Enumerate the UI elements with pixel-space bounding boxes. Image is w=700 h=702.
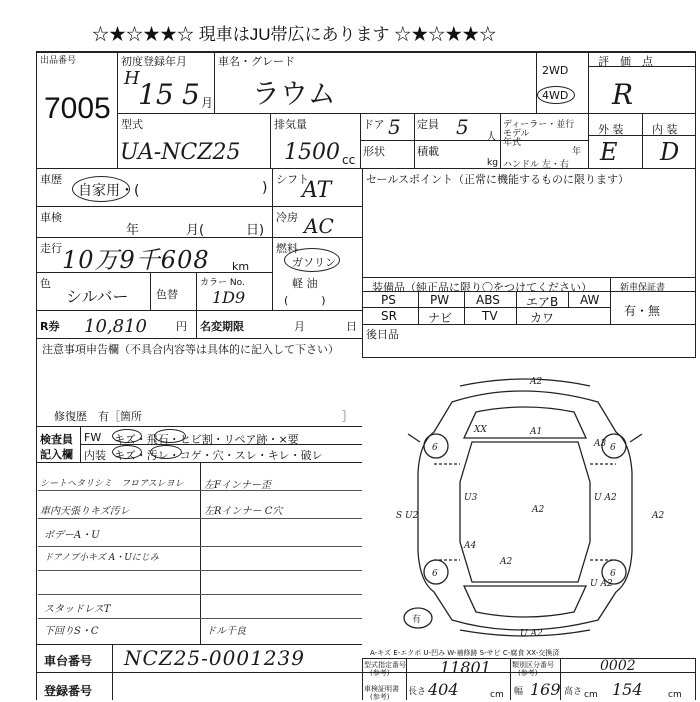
fw-circle-1 <box>112 429 142 443</box>
eval-label: 評 価 点 <box>598 55 653 68</box>
color-code-value: 1D9 <box>212 288 246 307</box>
equip-airbag: エアB <box>526 295 559 309</box>
month-unit: 月 <box>201 96 214 110</box>
shaken-day: 日) <box>246 223 265 238</box>
diag-mark-6-fl: 6 <box>432 443 438 453</box>
handle-label: ハンドル 左・右 <box>503 160 569 170</box>
reg-label: 登録番号 <box>44 684 93 698</box>
equip-aw: AW <box>580 293 600 307</box>
class-no-label: 類別区分番号 <box>512 661 554 669</box>
sales-point-label: セールスポイント（正常に機能するものに限ります） <box>366 173 630 186</box>
fuel-gas: ガソリン <box>292 256 336 269</box>
load-label: 積載 <box>417 145 439 158</box>
diag-mark-ua2-bottom: U A2 <box>520 629 543 639</box>
note-10: ドル千良 <box>206 626 246 637</box>
note-7: 下回りS・C <box>44 626 99 637</box>
width-value: 169 <box>530 680 561 699</box>
diag-mark-a2-bottom: A2 <box>500 557 513 567</box>
lot-number: 7005 <box>44 92 111 125</box>
diag-mark-a2-top: A2 <box>530 377 543 387</box>
diag-mark-yes: 有 <box>412 615 422 625</box>
height-value: 154 <box>612 680 643 699</box>
chassis-label: 車台番号 <box>44 654 93 668</box>
first-reg-year: 15 <box>138 78 174 111</box>
inspect-label: 車検証明書 <box>364 685 399 693</box>
first-reg-era: H <box>124 68 140 89</box>
diag-mark-a1: A1 <box>530 427 543 437</box>
equip-pw: PW <box>430 293 450 307</box>
lot-label: 出品番号 <box>40 56 77 66</box>
height-label: 高さ <box>564 687 583 697</box>
width-label: 幅 <box>514 687 524 697</box>
name-change-month: 月 <box>294 320 305 333</box>
color-label: 色 <box>40 277 51 290</box>
int-circle-2 <box>150 445 182 459</box>
eval-value: R <box>612 78 634 111</box>
diag-mark-6-rr: 6 <box>610 569 616 579</box>
inspector-fw-items: キズ・飛石・ヒビ割・リペア跡・×要 <box>114 433 299 446</box>
int-circle-1 <box>112 445 142 459</box>
diag-mark-a2-mid: A2 <box>532 505 545 515</box>
model-year-label: モデル 年式 <box>503 129 530 148</box>
inspector-label1: 検査員 <box>40 433 73 446</box>
door-label: ドア <box>363 118 385 131</box>
width-unit: cm <box>584 690 598 700</box>
ac-label: 冷房 <box>276 211 298 224</box>
frame-left <box>36 51 37 700</box>
ext-label: 外 装 <box>598 123 624 136</box>
shift-label: シフト <box>276 173 309 186</box>
type-no-label: 型式指定番号 <box>364 661 406 669</box>
model-value: UA-NCZ25 <box>120 140 241 165</box>
disp-value: 1500 <box>284 140 340 165</box>
dealer-label: ディーラー・並行 <box>503 120 575 130</box>
color-change-label: 色替 <box>156 288 178 301</box>
cap-label: 定員 <box>417 118 439 131</box>
class-no-value: 0002 <box>600 658 636 674</box>
cap-value: 5 <box>456 115 469 139</box>
shaken-year: 年 <box>126 223 140 238</box>
rear-seat-label: 後日品 <box>366 328 399 341</box>
equip-tv: TV <box>482 309 498 323</box>
equip-navi: ナビ <box>428 311 453 325</box>
equip-ps: PS <box>381 293 396 307</box>
ac-value: AC <box>304 214 334 238</box>
history-close: ) <box>262 180 268 196</box>
length-label: 長さ <box>408 687 427 697</box>
recycle-unit: 円 <box>176 320 187 333</box>
name-change-label: 名変期限 <box>200 320 244 333</box>
recycle-value: 10,810 <box>84 316 147 337</box>
equip-abs: ABS <box>476 293 500 307</box>
door-value: 5 <box>388 115 401 139</box>
diag-mark-ua2-lower: U A2 <box>590 579 613 589</box>
diag-mark-a2-right: A2 <box>652 511 665 521</box>
shaken-label: 車検 <box>40 211 62 224</box>
mileage-unit: km <box>232 260 250 273</box>
inspect-sub: (参考) <box>370 693 390 701</box>
disp-label: 排気量 <box>274 118 307 131</box>
mileage-value: 10万9千608 <box>62 246 210 274</box>
inspector-fw: FW <box>84 431 102 444</box>
class-no-sub: (参考) <box>518 669 538 677</box>
fuel-light: 軽 油 <box>292 277 318 290</box>
banner: ☆★☆★★☆ 現車はJU帯広にあります ☆★☆★★☆ <box>92 25 497 44</box>
diag-mark-ua2-right: U A2 <box>594 493 617 503</box>
carname-label: 車名・グレード <box>218 55 295 68</box>
type-no-value: 11801 <box>440 658 491 677</box>
shift-value: AT <box>302 178 332 203</box>
name-change-day: 日 <box>346 320 357 333</box>
equip-sr: SR <box>381 309 397 323</box>
diag-mark-xx: XX <box>474 425 487 435</box>
carname-value: ラウム <box>252 77 336 110</box>
length-value: 404 <box>428 680 459 699</box>
color-value: シルバー <box>66 287 129 306</box>
history-value: 自家用・( <box>78 183 140 199</box>
car-diagram <box>380 372 696 642</box>
repair-close: ］ <box>342 410 353 423</box>
load-unit: kg <box>487 158 498 168</box>
history-label: 車歴 <box>40 173 62 186</box>
diag-mark-6-rl: 6 <box>432 569 438 579</box>
disp-unit: cc <box>342 153 356 167</box>
drive-4wd: 4WD <box>542 89 569 102</box>
warranty-label: 新車保証書 <box>620 283 666 293</box>
equip-leather: カワ <box>530 311 555 325</box>
warranty-value: 有・無 <box>624 304 661 318</box>
fuel-label: 燃料 <box>276 242 298 255</box>
note-8: 左Fインナー歪 <box>204 480 271 491</box>
int-label: 内 装 <box>652 123 678 136</box>
shaken-month: 月( <box>186 223 205 238</box>
inspector-interior: 内装 <box>84 449 106 462</box>
model-label: 型式 <box>121 118 143 131</box>
diag-mark-su2: S U2 <box>396 511 419 521</box>
color-code-label: カラー No. <box>200 278 245 288</box>
cap-unit: 人 <box>486 130 497 143</box>
shape-label: 形状 <box>363 145 385 158</box>
inspector-label2: 記入欄 <box>40 448 73 461</box>
fuel-paren: ( ) <box>284 294 326 307</box>
note-3: ボデーA・U <box>44 530 100 541</box>
frame-right-top <box>695 51 696 168</box>
height-unit: cm <box>668 690 682 700</box>
type-no-sub: (参考) <box>370 669 390 677</box>
inspector-int-items: キズ・汚レ・コゲ・穴・スレ・キレ・破レ <box>114 449 323 462</box>
note-1: シートヘタリシミ フロアスレヨレ <box>40 479 184 489</box>
length-unit: cm <box>490 690 504 700</box>
fw-circle-2 <box>154 429 186 443</box>
recycle-label: R券 <box>40 320 60 333</box>
first-reg-label: 初度登録年月 <box>121 55 187 68</box>
drive-2wd: 2WD <box>542 64 569 77</box>
year-unit: 年 <box>572 147 582 157</box>
int-value: D <box>660 138 680 166</box>
repair-label: 修復歴 有［箇所 <box>54 410 142 423</box>
chassis-value: NCZ25-0001239 <box>124 646 305 670</box>
ext-value: E <box>600 138 618 166</box>
note-6: スタッドレスT <box>44 604 111 615</box>
diag-mark-a3: A3 <box>594 439 607 449</box>
notes-label: 注意事項申告欄（不具合内容等は具体的に記入して下さい） <box>42 343 339 356</box>
first-reg-month: 5 <box>182 78 200 111</box>
equipment-label: 装備品（純正品に限り〇をつけてください） <box>372 281 592 294</box>
note-9: 左Rインナー C穴 <box>204 506 283 517</box>
diag-mark-u3: U3 <box>464 493 478 503</box>
diag-mark-6-fr: 6 <box>610 443 616 453</box>
note-2: 車内天張りキズ汚レ <box>40 506 130 517</box>
mileage-label: 走行 <box>40 242 62 255</box>
note-4: ドアノブ小キズ A・Uにじみ <box>44 553 159 563</box>
diag-mark-a4: A4 <box>464 541 477 551</box>
diagram-legend: A-キズ E-エクボ U-凹み W-補修跡 S-サビ C-腐食 XX-交換済 <box>370 649 560 657</box>
